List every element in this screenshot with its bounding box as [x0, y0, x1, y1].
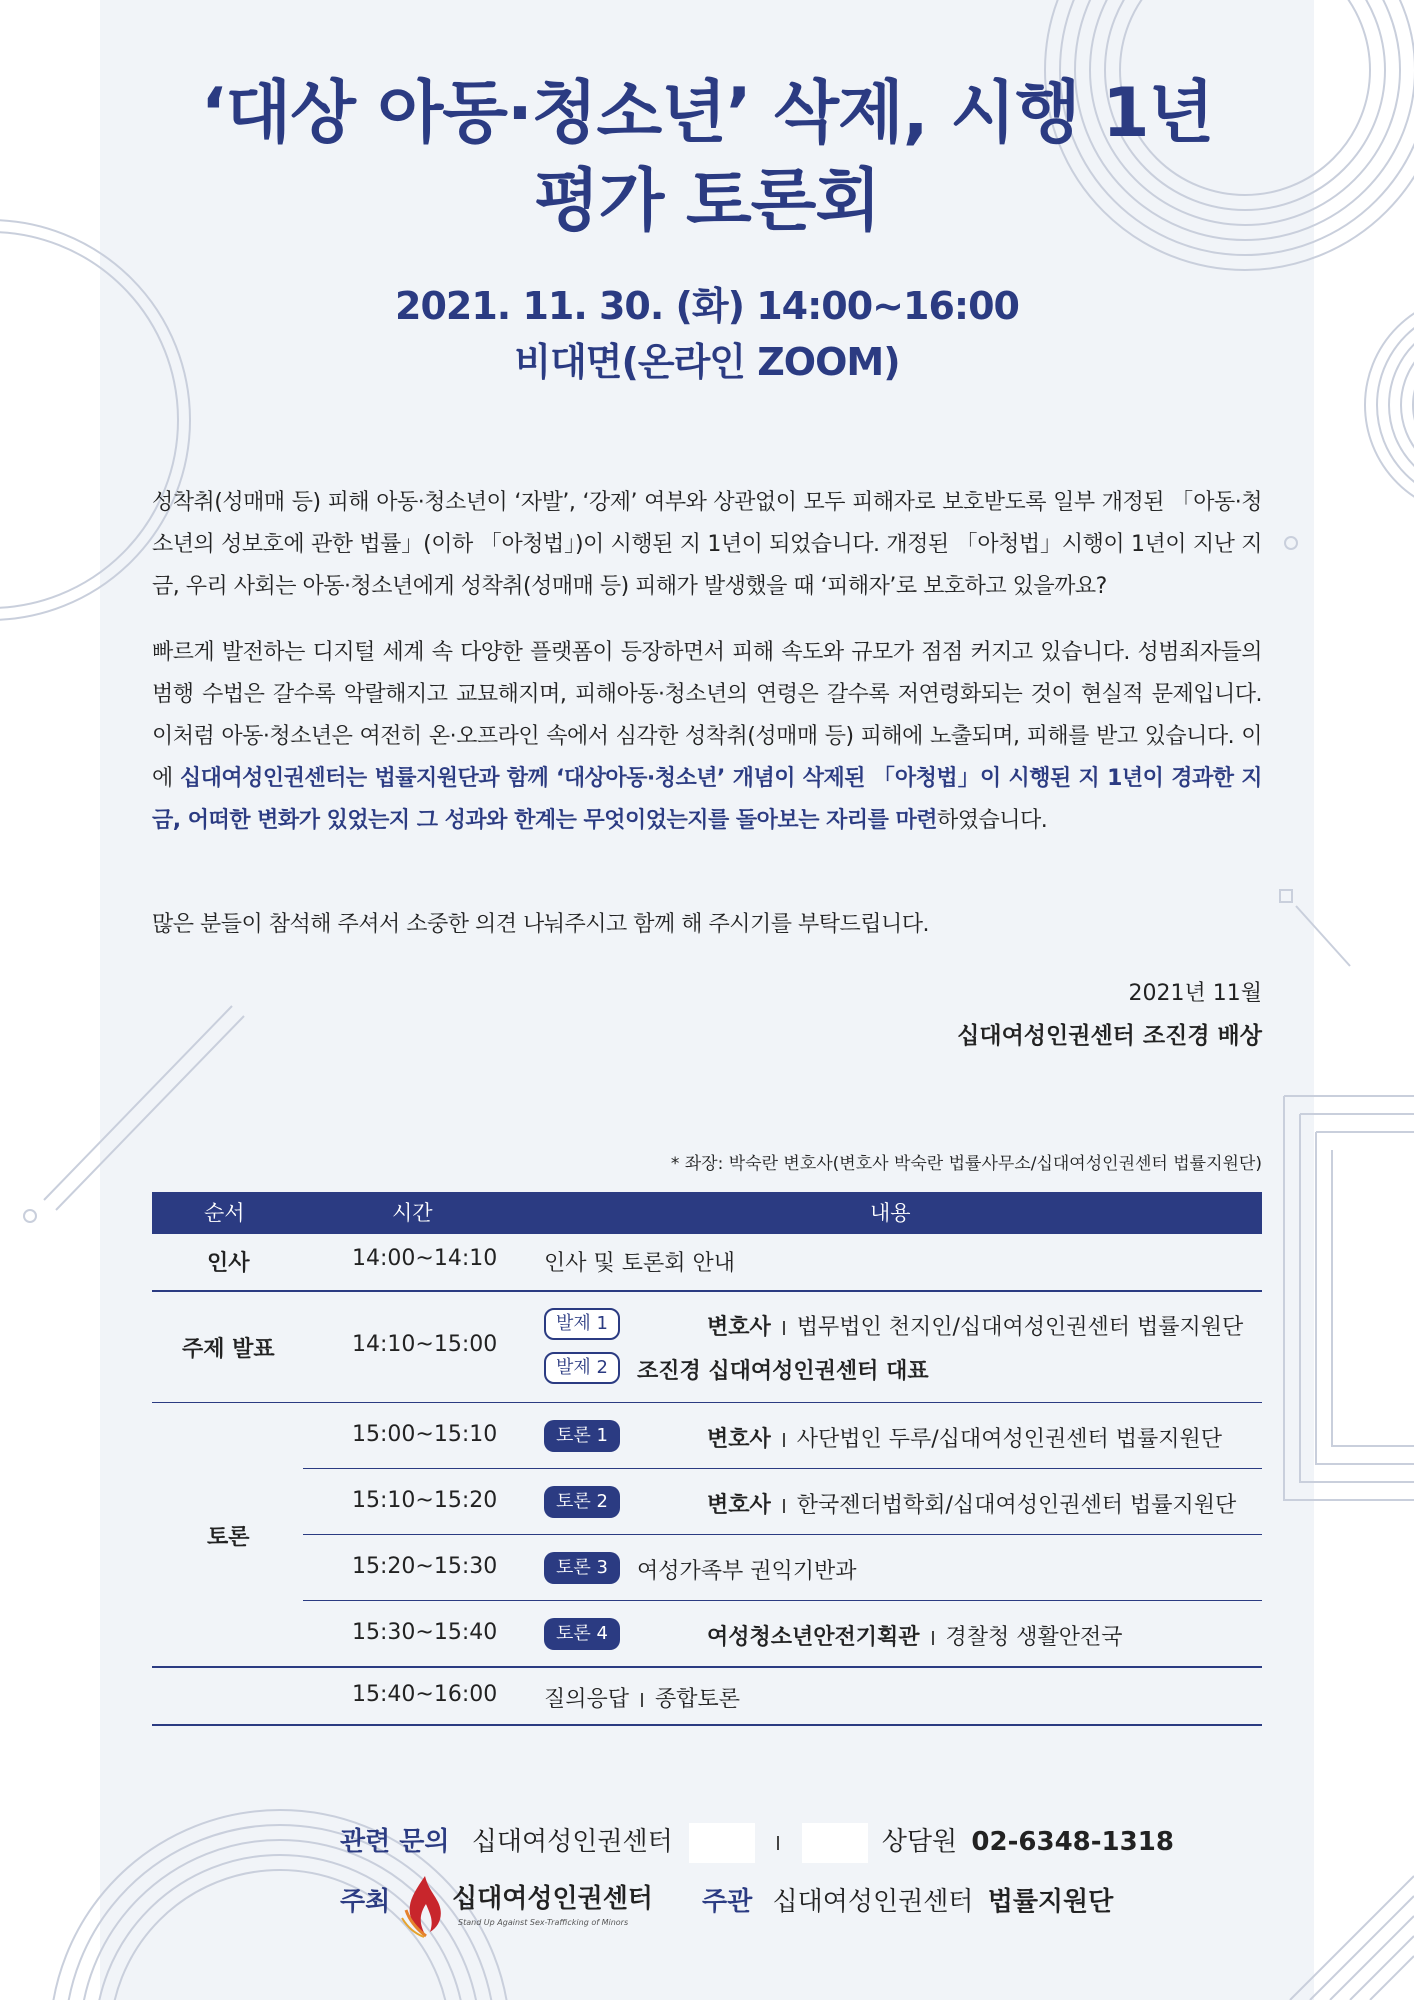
table-row-discussion-2 [152, 1470, 1262, 1534]
separator [777, 1836, 779, 1850]
redacted-box [802, 1823, 868, 1863]
qa-part-2: 종합토론 [655, 1687, 741, 1712]
discussion-4-tag: 토론 4 [544, 1618, 620, 1650]
title-line-1: ‘대상 아동·청소년’ 삭제, 시행 1년 [200, 74, 1214, 153]
discussion-3-time: 15:20~15:30 [352, 1554, 498, 1579]
greeting-time: 14:00~14:10 [352, 1246, 498, 1271]
inquiry-label: 관련 문의 [340, 1827, 450, 1857]
discussion-4-time: 15:30~15:40 [352, 1620, 498, 1645]
organizer-unit: 법률지원단 [987, 1887, 1114, 1917]
discussion-4-name: 여성청소년안전기획관 [707, 1625, 920, 1650]
table-row-presentation [152, 1292, 1262, 1402]
redacted-box [689, 1823, 755, 1863]
moderator-note: * 좌장: 박숙란 변호사(변호사 박숙란 법률사무소/십대여성인권센터 법률지원단) [670, 1154, 1262, 1174]
table-header [152, 1192, 1262, 1234]
signature-date: 2021년 11월 [1128, 981, 1262, 1006]
table-row-discussion-3 [152, 1536, 1262, 1600]
event-datetime: 2021. 11. 30. (화) 14:00~16:00 [395, 284, 1019, 328]
separator [783, 1321, 785, 1335]
greeting-order: 인사 [207, 1251, 250, 1276]
qa-time: 15:40~16:00 [352, 1682, 498, 1707]
closing-paragraph: 많은 분들이 참석해 주셔서 소중한 의견 나눠주시고 함께 해 주시기를 부탁드립니다. [152, 912, 929, 937]
organizer-org: 십대여성인권센터 [772, 1887, 974, 1917]
discussion-1-name: 변호사 [707, 1427, 771, 1452]
qa-content [544, 1682, 740, 1713]
row-divider [303, 1600, 1262, 1601]
table-row-qa [152, 1668, 1262, 1728]
host-label-line [340, 1880, 390, 1924]
program-table [152, 1192, 1262, 1712]
presentation-time: 14:10~15:00 [352, 1332, 498, 1357]
organizer-label: 주관 [702, 1887, 753, 1917]
discussion-order: 토론 [207, 1525, 250, 1550]
intro-paragraph: 성착취(성매매 등) 피해 아동·청소년이 ‘자발’, ‘강제’ 여부와 상관없이 모두 피해자로 보호받도록 일부 개정된 「아동·청소년의 성보호에 관한 법률」(이하 「아청법」)이 시행된 지 1년이 되었습니다. 개정된 「아청법」시행이 1년이 지난 지금, 우리 사회는 아동·청소년에게 성착취(성매매 등) 피해가 발생했을 때 ‘피해자’로 보호하고 있을까요? [152, 490, 1262, 599]
discussion-2-speaker [707, 1488, 1236, 1519]
row-divider [303, 1534, 1262, 1535]
title-line-2: 평가 토론회 [533, 162, 881, 241]
discussion-4-speaker [707, 1620, 1123, 1651]
presentation-2-speaker: 조진경 십대여성인권센터 대표 [637, 1359, 929, 1384]
table-bottom-border [152, 1724, 1262, 1726]
discussion-4-org: 경찰청 생활안전국 [945, 1625, 1123, 1650]
presentation-2-tag: 발제 2 [544, 1352, 620, 1384]
separator [783, 1433, 785, 1447]
separator [932, 1631, 934, 1645]
discussion-1-time: 15:00~15:10 [352, 1422, 498, 1447]
flame-logo-icon [400, 1874, 450, 1938]
discussion-1-tag: 토론 1 [544, 1420, 620, 1452]
context-highlight: 십대여성인권센터는 법률지원단과 함께 ‘대상아동·청소년’ 개념이 삭제된 「아청법」이 시행된 지 1년이 경과한 지금, 어떠한 변화가 있었는지 그 성과와 한계는 무엇이었는지를 돌아보는 자리를 마련 [152, 766, 1262, 833]
header-order: 순서 [204, 1201, 245, 1225]
presentation-1-name: 변호사 [707, 1315, 771, 1340]
separator [641, 1693, 643, 1707]
discussion-2-tag: 토론 2 [544, 1486, 620, 1518]
host-logo [400, 1872, 670, 1942]
presentation-order: 주제 발표 [182, 1337, 275, 1362]
discussion-3-tag: 토론 3 [544, 1552, 620, 1584]
event-venue: 비대면(온라인 ZOOM) [514, 340, 900, 384]
inquiry-line [340, 1820, 1174, 1864]
presentation-1-org: 법무법인 천지인/십대여성인권센터 법률지원단 [796, 1315, 1244, 1340]
row-divider [152, 1402, 1262, 1403]
header-time: 시간 [392, 1201, 433, 1225]
context-text: 빠르게 발전하는 디지털 세계 속 다양한 플랫폼이 등장하면서 피해 속도와 규모가 점점 커지고 있습니다. 성범죄자들의 범행 수법은 갈수록 악랄해지고 교묘해지며, 피해아동·청소년의 연령은 갈수록 저연령화되는 것이 현실적 문제입니다. 이처럼 아동·청소년은 여전히 온·오프라인 속에서 심각한 성착취(성매매 등) 피해에 노출되며, 피해를 받고 있습니다. 이에 [152, 640, 1262, 791]
context-paragraph [152, 632, 1262, 842]
discussion-2-org: 한국젠더법학회/십대여성인권센터 법률지원단 [796, 1493, 1237, 1518]
table-row-discussion-1 [152, 1404, 1262, 1468]
signature-name: 십대여성인권센터 조진경 배상 [957, 1023, 1262, 1049]
greeting-content: 인사 및 토론회 안내 [544, 1251, 735, 1276]
discussion-3-org: 여성가족부 권익기반과 [637, 1559, 857, 1584]
discussion-1-org: 사단법인 두루/십대여성인권센터 법률지원단 [796, 1427, 1222, 1452]
qa-part-1: 질의응답 [544, 1687, 630, 1712]
organizer-line [702, 1880, 1113, 1924]
table-row-greeting [152, 1234, 1262, 1286]
context-tail: 하였습니다. [937, 808, 1048, 833]
presentation-1-tag: 발제 1 [544, 1308, 620, 1340]
header-content: 내용 [870, 1201, 911, 1225]
discussion-2-name: 변호사 [707, 1493, 771, 1518]
inquiry-phone-prefix: 상담원 [881, 1827, 958, 1857]
host-logo-text: 십대여성인권센터 [452, 1884, 653, 1914]
table-row-discussion-4 [152, 1602, 1262, 1666]
inquiry-org: 십대여성인권센터 [471, 1827, 673, 1857]
inquiry-phone: 02-6348-1318 [971, 1827, 1174, 1857]
row-divider [303, 1468, 1262, 1469]
discussion-2-time: 15:10~15:20 [352, 1488, 498, 1513]
discussion-1-speaker [707, 1422, 1222, 1453]
separator [783, 1499, 785, 1513]
presentation-1-speaker [707, 1310, 1243, 1341]
host-label: 주최 [340, 1887, 391, 1917]
host-logo-slogan: Stand Up Against Sex-Trafficking of Minors [458, 1918, 629, 1927]
